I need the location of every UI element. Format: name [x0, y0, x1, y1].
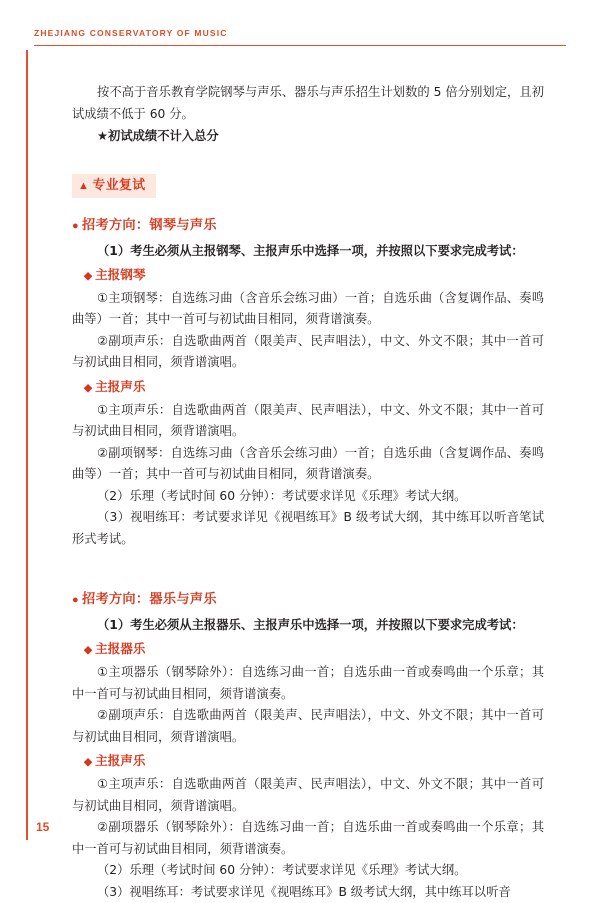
page-number: 15 [36, 820, 49, 834]
institution-name: ZHEJIANG CONSERVATORY OF MUSIC [34, 28, 228, 38]
note-line: ★初试成绩不计入总分 [72, 126, 544, 148]
direction-2-extra-2: （3）视唱练耳：考试要求详见《视唱练耳》B 级考试大纲，其中练耳以听音 [72, 882, 544, 903]
left-margin-rule [26, 50, 28, 840]
triangle-icon: ▲ [78, 180, 89, 192]
direction-2-extra-1: （2）乐理（考试时间 60 分钟）：考试要求详见《乐理》考试大纲。 [72, 860, 544, 882]
header-divider [34, 45, 566, 46]
direction-title-2: 招考方向：器乐与声乐 [82, 591, 217, 606]
diamond-icon: ◆ [84, 270, 92, 282]
direction-2-group-1-item-2: ②副项声乐：自选歌曲两首（限美声、民声唱法），中文、外文不限；其中一首可与初试曲目相同，须背谱演唱。 [72, 705, 544, 748]
direction-1-extra-1: （2）乐理（考试时间 60 分钟）：考试要求详见《乐理》考试大纲。 [72, 486, 544, 508]
direction-title-1: 招考方向：钢琴与声乐 [82, 217, 217, 232]
direction-heading-1 [72, 214, 544, 237]
direction-heading-2 [72, 588, 544, 611]
diamond-icon: ◆ [84, 756, 92, 768]
direction-1-group-2-label: 主报声乐 [95, 380, 145, 394]
direction-2-group-2-item-2: ②副项器乐（钢琴除外）：自选练习曲一首；自选乐曲一首或奏鸣曲一个乐章；其中一首可与初试曲目相同，须背谱演奏。 [72, 817, 544, 860]
diamond-icon: ◆ [84, 644, 92, 656]
bullet-circle-icon: ● [72, 220, 79, 232]
direction-1-group-1-label: 主报钢琴 [95, 268, 145, 282]
bullet-circle-icon: ● [72, 594, 79, 606]
direction-1-extra-2: （3）视唱练耳：考试要求详见《视唱练耳》B 级考试大纲，其中练耳以听音笔试形式考试。 [72, 507, 544, 550]
section-banner-label: 专业复试 [92, 177, 145, 192]
direction-1-group-1-item-2: ②副项声乐：自选歌曲两首（限美声、民声唱法），中文、外文不限；其中一首可与初试曲目相同，须背谱演唱。 [72, 331, 544, 374]
direction-1-group-2-item-1: ①主项声乐：自选歌曲两首（限美声、民声唱法），中文、外文不限；其中一首可与初试曲目相同，须背谱演唱。 [72, 400, 544, 443]
direction-2-group-1-item-1: ①主项器乐（钢琴除外）：自选练习曲一首；自选乐曲一首或奏鸣曲一个乐章；其中一首可与初试曲目相同，须背谱演奏。 [72, 662, 544, 705]
intro-paragraph: 按不高于音乐教育学院钢琴与声乐、器乐与声乐招生计划数的 5 倍分别划定，且初试成绩不低于 60 分。 [72, 82, 544, 125]
direction-1-requirement: （1）考生必须从主报钢琴、主报声乐中选择一项，并按照以下要求完成考试： [72, 240, 544, 262]
section-banner [72, 174, 156, 198]
document-body [72, 82, 544, 903]
direction-2-requirement: （1）考生必须从主报器乐、主报声乐中选择一项，并按照以下要求完成考试： [72, 614, 544, 636]
direction-2-group-2-heading [72, 750, 544, 773]
direction-2-group-1-label: 主报器乐 [95, 642, 145, 656]
direction-2-group-2-item-1: ①主项声乐：自选歌曲两首（限美声、民声唱法），中文、外文不限；其中一首可与初试曲目相同，须背谱演唱。 [72, 774, 544, 817]
direction-2-group-2-label: 主报声乐 [95, 754, 145, 768]
direction-1-group-2-heading [72, 376, 544, 399]
page-header [0, 28, 600, 58]
direction-1-group-1-heading [72, 264, 544, 287]
direction-1-group-1-item-1: ①主项钢琴：自选练习曲（含音乐会练习曲）一首；自选乐曲（含复调作品、奏鸣曲等）一首；其中一首可与初试曲目相同，须背谱演奏。 [72, 288, 544, 331]
direction-1-group-2-item-2: ②副项钢琴：自选练习曲（含音乐会练习曲）一首；自选乐曲（含复调作品、奏鸣曲等）一首；其中一首可与初试曲目相同，须背谱演奏。 [72, 443, 544, 486]
diamond-icon: ◆ [84, 382, 92, 394]
direction-2-group-1-heading [72, 638, 544, 661]
